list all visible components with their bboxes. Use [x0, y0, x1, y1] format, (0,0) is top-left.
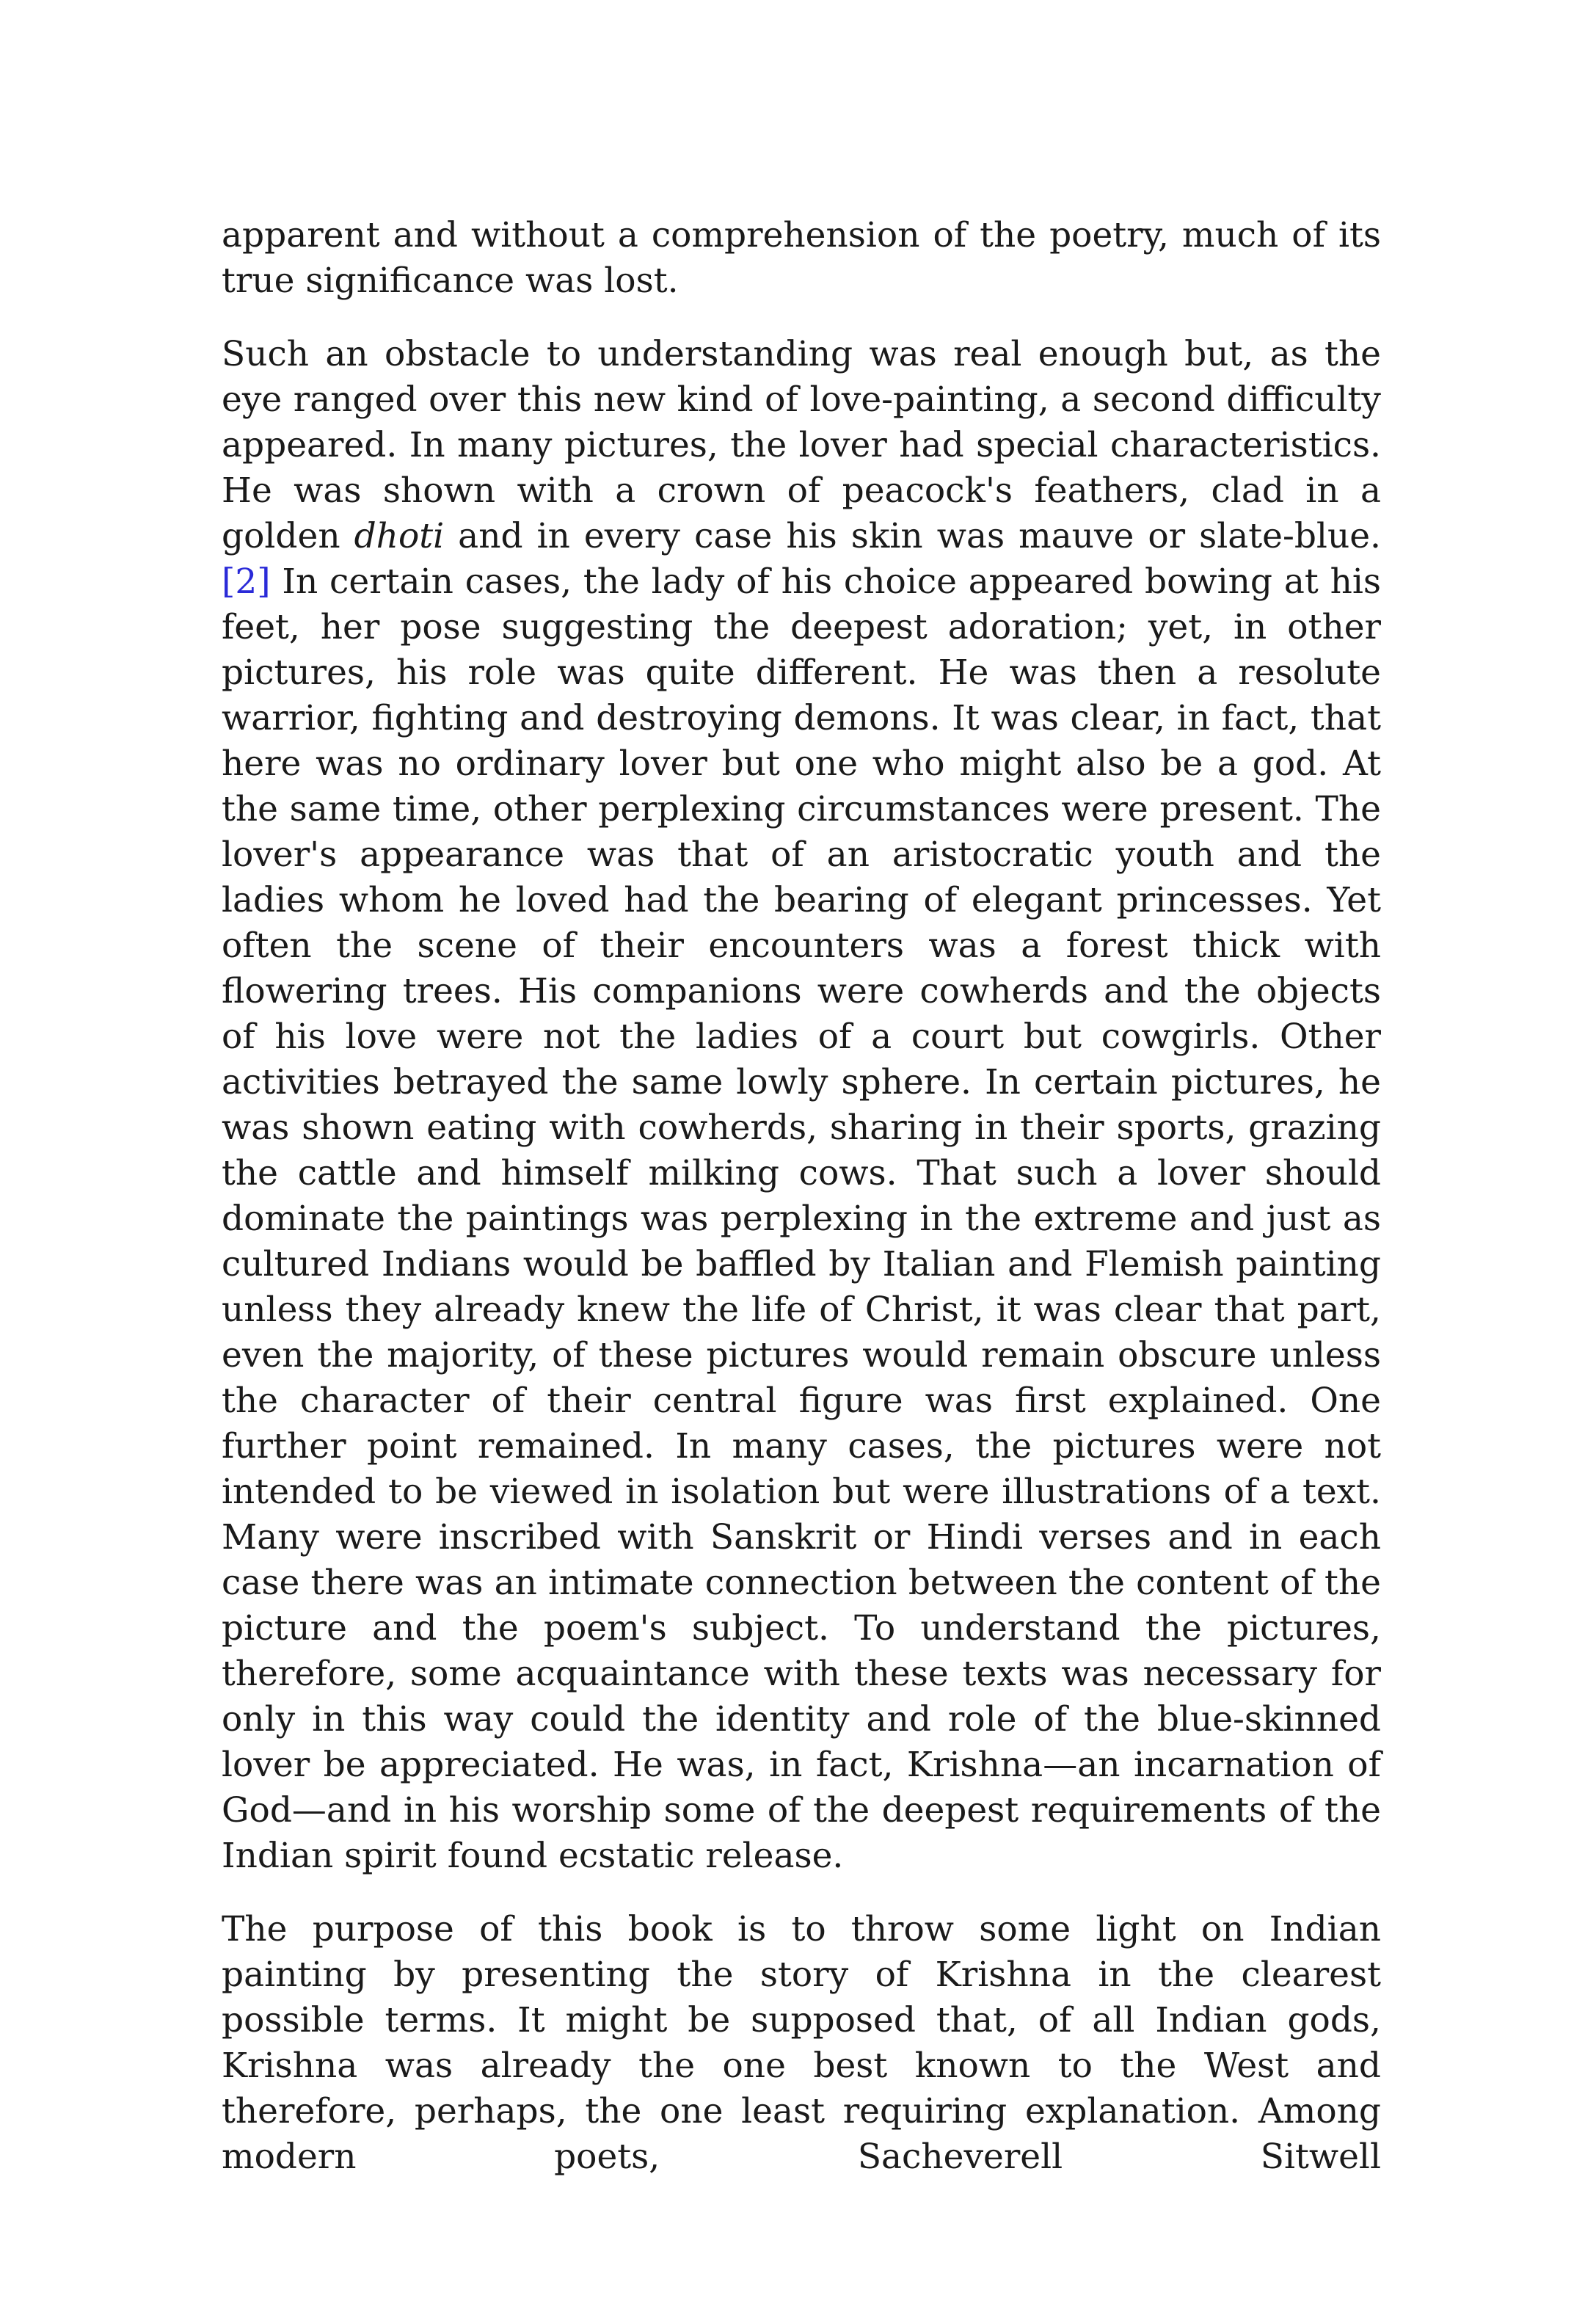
- paragraph-2-text-a: Such an obstacle to understanding was real enough but, as the eye ranged over this new kind of love-painting, a second difficulty appeared. In many pictures, the lover had special characteristics. He was shown with a crown of peacock's feathers, clad in a golden: [222, 334, 1381, 556]
- paragraph-2-text-b: and in every case his skin was mauve or slate-blue.: [444, 516, 1381, 556]
- paragraph-3: The purpose of this book is to throw some light on Indian painting by presenting the story of Krishna in the clearest possible terms. It might be supposed that, of all Indian gods, Krishna was already the one best known to the West and therefore, perhaps, the one least requiring explanation. Among modern poets, Sacheverell Sitwell: [222, 1909, 1381, 2177]
- paragraph-2: [222, 332, 1381, 1879]
- paragraph-2-text-c: In certain cases, the lady of his choice appeared bowing at his feet, her pose suggesting the deepest adoration; yet, in other pictures, his role was quite different. He was then a resolute warrior, fighting and destroying demons. It was clear, in fact, that here was no ordinary lover but one who might also be a god. At the same time, other perplexing circumstances were present. The lover's appearance was that of an aristocratic youth and the ladies whom he loved had the bearing of elegant princesses. Yet often the scene of their encounters was a forest thick with flowering trees. His companions were cowherds and the objects of his love were not the ladies of a court but cowgirls. Other activities betrayed the same lowly sphere. In certain pictures, he was shown eating with cowherds, sharing in their sports, grazing the cattle and himself milking cows. That such a lover should dominate the paintings was perplexing in the extreme and just as cultured Indians would be baffled by Italian and Flemish painting unless they already knew the life of Christ, it was clear that part, even the majority, of these pictures would remain obscure unless the character of their central figure was first explained. One further point remained. In many cases, the pictures were not intended to be viewed in isolation but were illustrations of a text. Many were inscribed with Sanskrit or Hindi verses and in each case there was an intimate connection between the content of the picture and the poem's subject. To understand the pictures, therefore, some acquaintance with these texts was necessary for only in this way could the identity and role of the blue-skinned lover be appreciated. He was, in fact, Krishna—an incarnation of God—and in his worship some of the deepest requirements of the Indian spirit found ecstatic release.: [222, 561, 1381, 1876]
- italic-term-dhoti: dhoti: [354, 516, 445, 556]
- footnote-link-2[interactable]: [2]: [222, 561, 271, 602]
- page-body: [222, 213, 1381, 2208]
- paragraph-1: apparent and without a comprehension of the poetry, much of its true significance was lost.: [222, 215, 1381, 301]
